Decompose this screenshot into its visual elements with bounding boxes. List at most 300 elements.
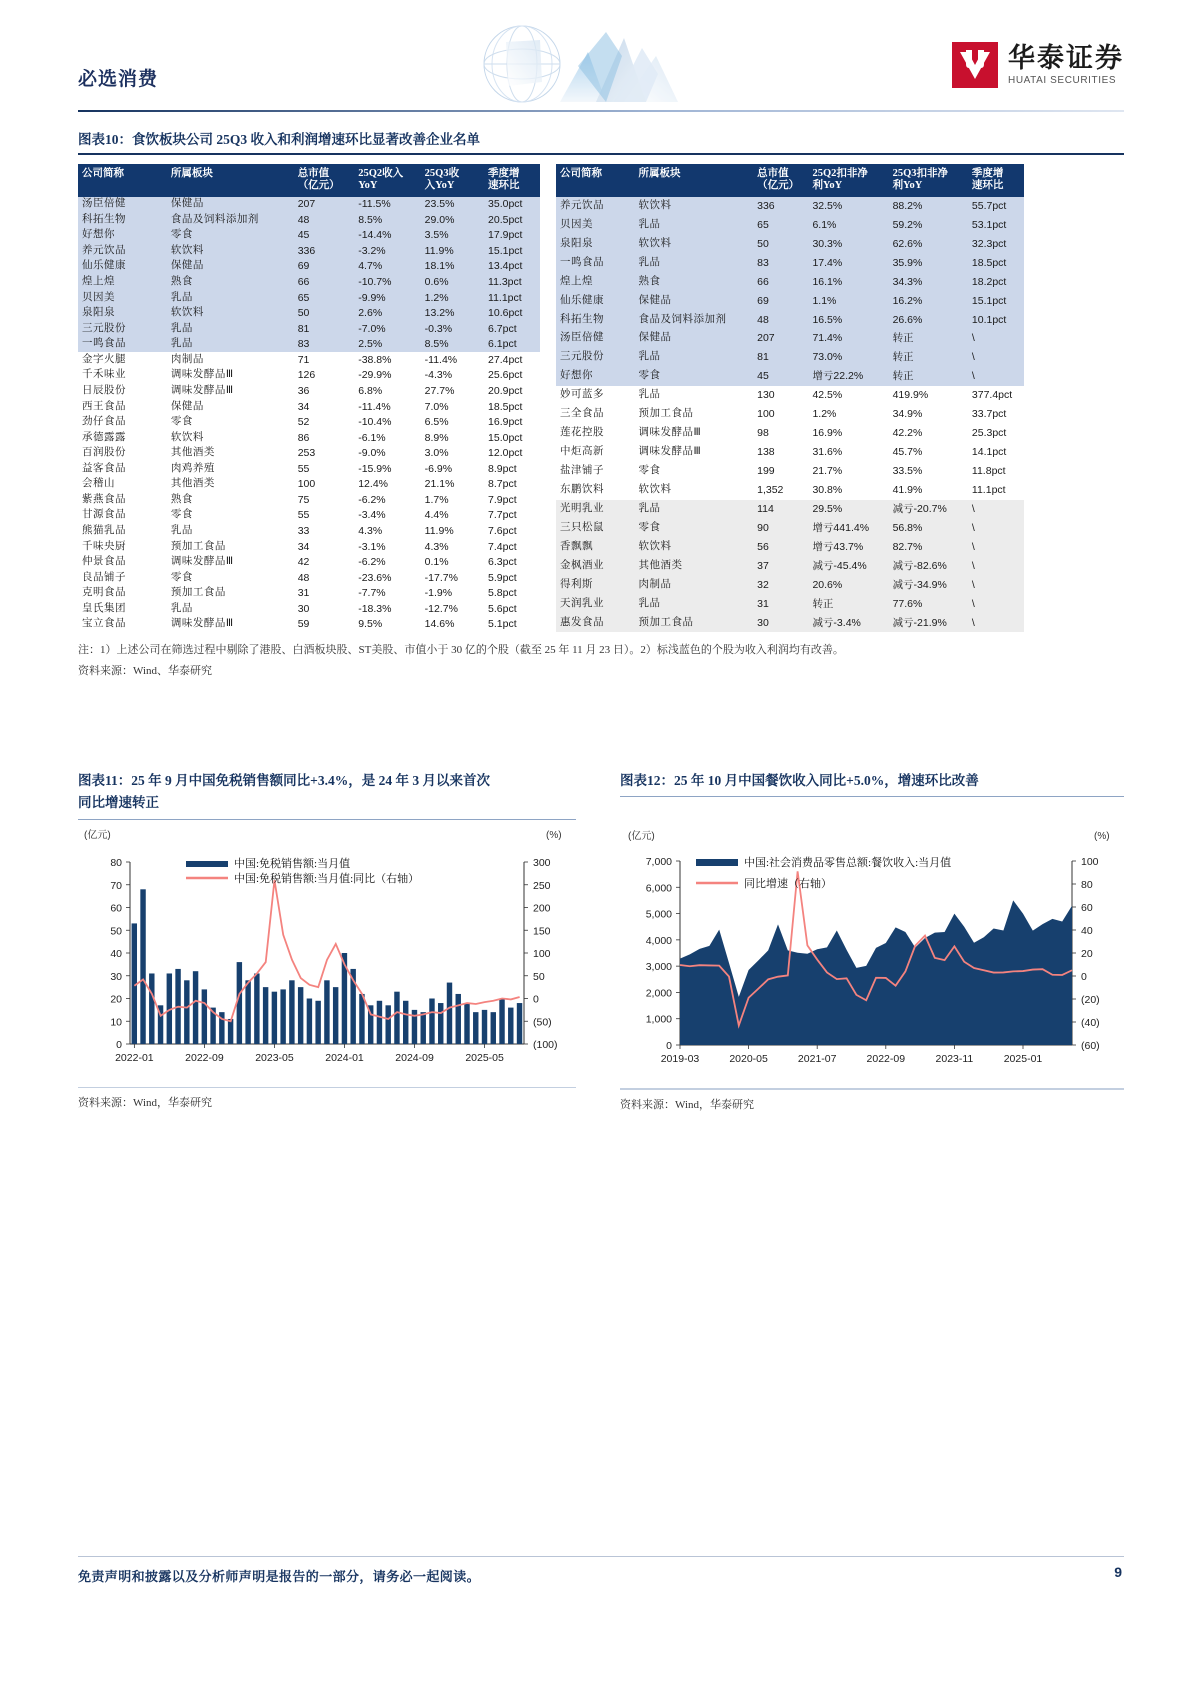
logo-icon [952, 42, 998, 88]
cell-cap: 36 [297, 384, 310, 397]
cell-sector: 预加工食品 [170, 540, 226, 552]
bar [298, 987, 303, 1044]
y-tick-right: (20) [1081, 994, 1100, 1007]
x-tick: 2025-05 [465, 1051, 504, 1064]
cell-q2: 4.3% [358, 525, 383, 538]
left-axis-unit: (亿元) [628, 831, 655, 843]
cell-q3: 13.2% [421, 306, 484, 322]
cell-name: 宝立食品 [82, 618, 126, 630]
table-row [556, 405, 1024, 424]
cell-q2: 8.5% [354, 212, 420, 228]
left-axis-unit: (亿元) [84, 829, 111, 841]
cell-q3: 减亏-20.7% [889, 500, 968, 519]
legend-label: 中国:免税销售额:当月值:同比（右轴） [234, 872, 420, 885]
col-sector: 所属板块 [167, 164, 294, 197]
cell-sector: 预加工食品 [635, 613, 754, 632]
cell-sector: 乳品 [635, 348, 754, 367]
cell-name: 紫燕食品 [82, 493, 126, 505]
y-tick-right: 40 [1081, 925, 1093, 938]
table-row [78, 306, 540, 322]
y-tick-right: 20 [1081, 948, 1093, 961]
cell-name: 煌上煌 [556, 272, 635, 291]
cell-name: 皇氏集团 [82, 602, 126, 614]
bar [228, 1019, 233, 1044]
cell-sector: 肉制品 [170, 353, 204, 365]
cell-name: 劲仔食品 [82, 416, 126, 428]
cell-sector: 零食 [638, 465, 661, 477]
cell-name: 惠发食品 [556, 613, 635, 632]
y-tick-left: 7,000 [645, 856, 672, 869]
cell-q2: -3.4% [358, 509, 386, 522]
cell-q3: 7.0% [424, 400, 449, 413]
table-row [556, 462, 1024, 481]
cell-chg: 27.4pct [488, 353, 523, 366]
x-tick: 2022-09 [185, 1051, 224, 1064]
cell-sector: 熟食 [167, 274, 294, 290]
exhibit-10 [78, 128, 1124, 678]
logo-text-en: HUATAI SECURITIES [1008, 74, 1117, 86]
cell-q3: 59.2% [889, 216, 968, 235]
cell-name: 科拓生物 [556, 310, 635, 329]
cell-chg: \ [968, 519, 1024, 538]
table-row [556, 310, 1024, 329]
bar [202, 989, 207, 1044]
bar [307, 998, 312, 1044]
legend-label: 中国:免税销售额:当月值 [234, 857, 351, 870]
cell-q3: 23.5% [421, 197, 484, 213]
cell-chg: 10.6pct [484, 306, 540, 322]
cell-cap: 71 [297, 353, 310, 366]
cell-sector: 软饮料 [638, 483, 672, 495]
bar [517, 1003, 522, 1044]
cell-sector: 乳品 [170, 602, 193, 614]
cell-cap: 59 [297, 618, 310, 631]
table-row [78, 539, 540, 555]
cell-q2: -7.0% [354, 321, 420, 337]
exhibit-11-rule [78, 819, 576, 820]
cell-q3: 减亏-21.9% [889, 613, 968, 632]
cell-name: 三元股份 [78, 321, 167, 337]
cell-q3: 27.7% [424, 384, 455, 397]
cell-q2: -11.5% [354, 197, 420, 213]
duty-free-sales-chart [78, 826, 576, 1083]
cell-q3: 8.9% [424, 431, 449, 444]
cell-cap: 100 [757, 408, 775, 421]
cell-name: 良品铺子 [82, 571, 126, 583]
cell-q3: 88.2% [889, 197, 968, 216]
cell-sector: 软饮料 [170, 431, 204, 443]
cell-q2: -6.1% [358, 431, 386, 444]
revenue-growth-table [78, 164, 540, 633]
cell-chg: \ [968, 556, 1024, 575]
cell-q2: 1.2% [812, 408, 837, 421]
y-tick-right: 100 [1081, 856, 1099, 869]
bar [149, 973, 154, 1044]
y-tick-left: 3,000 [645, 961, 672, 974]
cell-sector: 零食 [170, 509, 193, 521]
cell-name: 西王食品 [82, 400, 126, 412]
cell-cap: 138 [757, 446, 775, 459]
col-q3-rev: 25Q3收 入YoY [421, 164, 484, 197]
cell-name: 莲花控股 [560, 427, 604, 439]
bar [184, 980, 189, 1044]
cell-chg: \ [968, 575, 1024, 594]
cell-sector: 其他酒类 [635, 556, 754, 575]
page-number: 9 [1114, 1564, 1122, 1580]
cell-sector: 保健品 [167, 197, 294, 213]
cell-name: 甘源食品 [82, 509, 126, 521]
cell-cap: 130 [757, 389, 775, 402]
table-row [556, 367, 1024, 386]
cell-q2: 6.8% [358, 384, 383, 397]
cell-q2: 16.1% [808, 272, 888, 291]
cell-cap: 48 [294, 212, 355, 228]
cell-cap: 90 [753, 519, 808, 538]
cell-name: 贝因美 [556, 216, 635, 235]
cell-name: 好想你 [78, 228, 167, 244]
cell-chg: 7.7pct [488, 509, 517, 522]
cell-chg: 11.1pct [971, 483, 1006, 496]
x-tick: 2024-09 [395, 1051, 434, 1064]
exhibit-12-bottom-rule [620, 1088, 1124, 1089]
table-row [78, 368, 540, 384]
cell-name: 克明食品 [82, 587, 126, 599]
y-tick-left: 0 [666, 1040, 672, 1053]
table-row [78, 586, 540, 602]
y-tick-right: (40) [1081, 1017, 1100, 1030]
table-row [78, 617, 540, 633]
exhibit-11-title-line1: 25 年 9 月中国免税销售额同比+3.4%，是 24 年 3 月以来首次 [131, 773, 490, 788]
bar [193, 971, 198, 1044]
bar [447, 982, 452, 1043]
y-tick-left: 70 [110, 879, 122, 892]
cell-chg: \ [968, 367, 1024, 386]
cell-q3: 4.4% [424, 509, 449, 522]
cell-q3: 1.7% [424, 493, 449, 506]
table-header-row [78, 164, 540, 197]
header-decorative-graphic [410, 22, 740, 110]
cell-q2: 21.7% [812, 465, 843, 478]
x-tick: 2023-05 [255, 1051, 294, 1064]
legend-label: 同比增速（右轴） [744, 878, 832, 891]
cell-name: 煌上煌 [78, 274, 167, 290]
col-company: 公司简称 [78, 164, 167, 197]
y-tick-left: 1,000 [645, 1014, 672, 1027]
right-axis-unit: (%) [546, 829, 562, 841]
table-row [78, 274, 540, 290]
cell-cap: 31 [297, 587, 310, 600]
exhibit-11-title-line2: 同比增速转正 [78, 795, 159, 811]
chart-legend [696, 855, 951, 890]
y-tick-left: 30 [110, 970, 122, 983]
table-row [556, 575, 1024, 594]
y-tick-right: 150 [533, 924, 551, 937]
cell-cap: 207 [753, 329, 808, 348]
cell-sector: 保健品 [635, 291, 754, 310]
y-tick-right: (60) [1081, 1040, 1100, 1053]
cell-q2: 30.3% [808, 235, 888, 254]
cell-q3: -1.9% [424, 587, 453, 600]
cell-q3: -17.7% [424, 571, 458, 584]
cell-q2: 增亏441.4% [808, 519, 888, 538]
cell-q2: 16.9% [812, 427, 843, 440]
cell-chg: 5.9pct [488, 571, 517, 584]
cell-sector: 肉鸡养殖 [170, 462, 215, 474]
table-row [78, 477, 540, 493]
cell-q2: 减亏-45.4% [808, 556, 888, 575]
exhibit-12-title: 25 年 10 月中国餐饮收入同比+5.0%，增速环比改善 [674, 773, 979, 788]
cell-cap: 98 [757, 427, 769, 440]
cell-cap: 34 [297, 400, 310, 413]
cell-chg: 11.8pct [971, 465, 1006, 478]
cell-q2: -3.2% [354, 243, 420, 259]
col-qoq: 季度增 速环比 [968, 164, 1024, 197]
cell-sector: 乳品 [635, 594, 754, 613]
cell-chg: 18.5pct [968, 253, 1024, 272]
cell-q3: 11.9% [424, 525, 454, 538]
bar [482, 1010, 487, 1044]
cell-q3: 45.7% [892, 446, 923, 459]
cell-cap: 55 [297, 509, 310, 522]
cell-chg: 11.3pct [484, 274, 540, 290]
y-tick-right: 80 [1081, 879, 1093, 892]
bar [333, 987, 338, 1044]
y-tick-right: 100 [533, 947, 551, 960]
cell-q2: -38.8% [358, 353, 392, 366]
cell-q2: 9.5% [358, 618, 383, 631]
footer-disclaimer: 免责声明和披露以及分析师声明是报告的一部分，请务必一起阅读。 [78, 1569, 481, 1584]
bar [499, 998, 504, 1044]
exhibit-12-rule [620, 796, 1124, 797]
table-row [78, 243, 540, 259]
exhibit-12-source: 资料来源：Wind，华泰研究 [620, 1098, 754, 1111]
cell-chg: 12.0pct [488, 447, 523, 460]
cell-name: 一鸣食品 [78, 337, 167, 353]
cell-name: 汤臣倍健 [556, 329, 635, 348]
bar [438, 1003, 443, 1044]
cell-q2: -15.9% [358, 462, 392, 475]
table-body [78, 197, 540, 633]
cell-chg: \ [968, 329, 1024, 348]
cell-cap: 33 [297, 525, 310, 538]
cell-q3: 3.5% [421, 228, 484, 244]
cell-chg: 16.9pct [488, 416, 523, 429]
bar [429, 998, 434, 1044]
cell-name: 熊猫乳品 [82, 525, 126, 537]
cell-cap: 65 [753, 216, 808, 235]
cell-q2: 6.1% [808, 216, 888, 235]
cell-q3: 转正 [889, 329, 968, 348]
cell-name: 香飘飘 [556, 538, 635, 557]
cell-chg: 15.0pct [488, 431, 523, 444]
bar [473, 1012, 478, 1044]
exhibit-12-label: 图表12： [620, 773, 674, 788]
cell-q2: 71.4% [808, 329, 888, 348]
table-row [556, 216, 1024, 235]
cell-sector: 软饮料 [635, 197, 754, 216]
cell-sector: 零食 [170, 416, 193, 428]
table-row [78, 446, 540, 462]
cell-chg: 15.1pct [484, 243, 540, 259]
cell-q3: 62.6% [889, 235, 968, 254]
cell-name: 汤臣倍健 [78, 197, 167, 213]
cell-sector: 食品及饲料添加剂 [167, 212, 294, 228]
cell-q2: 增亏22.2% [808, 367, 888, 386]
cell-sector: 熟食 [170, 493, 193, 505]
cell-cap: 30 [753, 613, 808, 632]
page-header [0, 0, 1200, 118]
cell-cap: 52 [297, 416, 310, 429]
cell-cap: 50 [753, 235, 808, 254]
cell-q2: 16.5% [808, 310, 888, 329]
cell-q3: 33.5% [892, 465, 923, 478]
y-tick-right: 50 [533, 970, 545, 983]
cell-q3: 18.1% [421, 259, 484, 275]
cell-name: 得利斯 [556, 575, 635, 594]
bar [359, 994, 364, 1044]
cell-name: 三元股份 [556, 348, 635, 367]
col-marketcap: 总市值 （亿元） [753, 164, 808, 197]
catering-chart-svg [620, 827, 1124, 1079]
cell-sector: 预加工食品 [170, 587, 226, 599]
table-row [556, 481, 1024, 500]
cell-name: 仙乐健康 [78, 259, 167, 275]
cell-sector: 乳品 [635, 500, 754, 519]
cell-sector: 预加工食品 [638, 408, 694, 420]
cell-q2: 42.5% [812, 389, 843, 402]
table-row [78, 601, 540, 617]
cell-cap: 32 [753, 575, 808, 594]
cell-q3: -12.7% [424, 602, 458, 615]
y-tick-left: 80 [110, 856, 122, 869]
table-row [78, 492, 540, 508]
y-tick-left: 4,000 [645, 935, 672, 948]
y-tick-right: 0 [1081, 971, 1087, 984]
cell-chg: 53.1pct [968, 216, 1024, 235]
table-row [556, 594, 1024, 613]
cell-q3: 4.3% [424, 540, 449, 553]
cell-name: 金字火腿 [82, 353, 126, 365]
x-tick: 2022-09 [866, 1053, 906, 1066]
cell-sector: 调味发酵品Ⅲ [638, 427, 702, 439]
header-divider [78, 110, 1124, 112]
exhibit-10-title: 食饮板块公司 25Q3 收入和利润增速环比显著改善企业名单 [132, 132, 481, 147]
cell-q3: 减亏-82.6% [889, 556, 968, 575]
cell-q3: 0.6% [421, 274, 484, 290]
cell-cap: 69 [753, 291, 808, 310]
cell-chg: 14.1pct [971, 446, 1007, 459]
cell-q2: 4.7% [354, 259, 420, 275]
cell-sector: 调味发酵品Ⅲ [638, 446, 702, 458]
cell-cap: 42 [297, 556, 310, 569]
cell-sector: 其他酒类 [170, 478, 215, 490]
cell-cap: 50 [294, 306, 355, 322]
y-tick-left: 6,000 [645, 882, 672, 895]
cell-q2: 20.6% [808, 575, 888, 594]
cell-cap: 207 [294, 197, 355, 213]
cell-chg: 25.3pct [971, 427, 1007, 440]
cell-q3: 29.0% [421, 212, 484, 228]
x-tick: 2021-07 [797, 1053, 837, 1066]
col-sector: 所属板块 [635, 164, 754, 197]
cell-sector: 零食 [167, 228, 294, 244]
cell-cap: 81 [753, 348, 808, 367]
cell-q3: 16.2% [889, 291, 968, 310]
cell-name: 仙乐健康 [556, 291, 635, 310]
y-tick-right: 60 [1081, 902, 1093, 915]
cell-sector: 乳品 [638, 389, 661, 401]
cell-q3: -6.9% [424, 462, 453, 475]
cell-chg: 25.6pct [488, 369, 523, 382]
cell-name: 泉阳泉 [78, 306, 167, 322]
cell-q3: 8.5% [421, 337, 484, 353]
cell-sector: 保健品 [170, 400, 204, 412]
cell-q2: -9.9% [354, 290, 420, 306]
cell-chg: 6.1pct [484, 337, 540, 353]
cell-chg: 11.1pct [484, 290, 540, 306]
cell-chg: 35.0pct [484, 197, 540, 213]
right-axis-unit: (%) [1094, 831, 1110, 843]
cell-q2: 31.6% [812, 446, 843, 459]
cell-q3: 转正 [889, 367, 968, 386]
cell-cap: 69 [294, 259, 355, 275]
bar [280, 989, 285, 1044]
table-row [78, 321, 540, 337]
cell-name: 泉阳泉 [556, 235, 635, 254]
cell-q3: 42.2% [892, 427, 923, 440]
bar [464, 1003, 469, 1044]
y-tick-left: 2,000 [645, 987, 672, 1000]
table-row [78, 352, 540, 368]
bar [491, 1012, 496, 1044]
cell-q2: 减亏-3.4% [808, 613, 888, 632]
cell-chg: 18.2pct [968, 272, 1024, 291]
cell-chg: 8.7pct [488, 478, 517, 491]
cell-q3: 34.9% [892, 408, 923, 421]
cell-q2: -6.2% [358, 556, 386, 569]
table-row [556, 235, 1024, 254]
cell-sector: 保健品 [635, 329, 754, 348]
table-body [556, 197, 1024, 633]
cell-q2: -23.6% [358, 571, 392, 584]
cell-name: 千味央厨 [82, 540, 126, 552]
cell-sector: 乳品 [167, 321, 294, 337]
cell-q2: 增亏43.7% [808, 538, 888, 557]
cell-sector: 食品及饲料添加剂 [635, 310, 754, 329]
chart-legend [186, 856, 419, 885]
cell-name: 盐津铺子 [560, 465, 604, 477]
cell-cap: 48 [297, 571, 310, 584]
table-row [78, 555, 540, 571]
cell-q2: -9.0% [358, 447, 386, 460]
profit-growth-table [556, 164, 1024, 633]
table-row [556, 443, 1024, 462]
cell-q3: 34.3% [889, 272, 968, 291]
exhibit-11-bottom-rule [78, 1087, 576, 1088]
cell-sector: 零食 [170, 571, 193, 583]
cell-cap: 66 [753, 272, 808, 291]
cell-name: 三全食品 [560, 408, 604, 420]
table-row [78, 228, 540, 244]
table-row [556, 424, 1024, 443]
huatai-logo [952, 42, 1124, 88]
cell-name: 妙可蓝多 [560, 389, 604, 401]
cell-chg: 8.9pct [488, 462, 517, 475]
cell-sector: 零食 [635, 367, 754, 386]
table-row [556, 291, 1024, 310]
table-row [556, 500, 1024, 519]
table-row [556, 613, 1024, 632]
